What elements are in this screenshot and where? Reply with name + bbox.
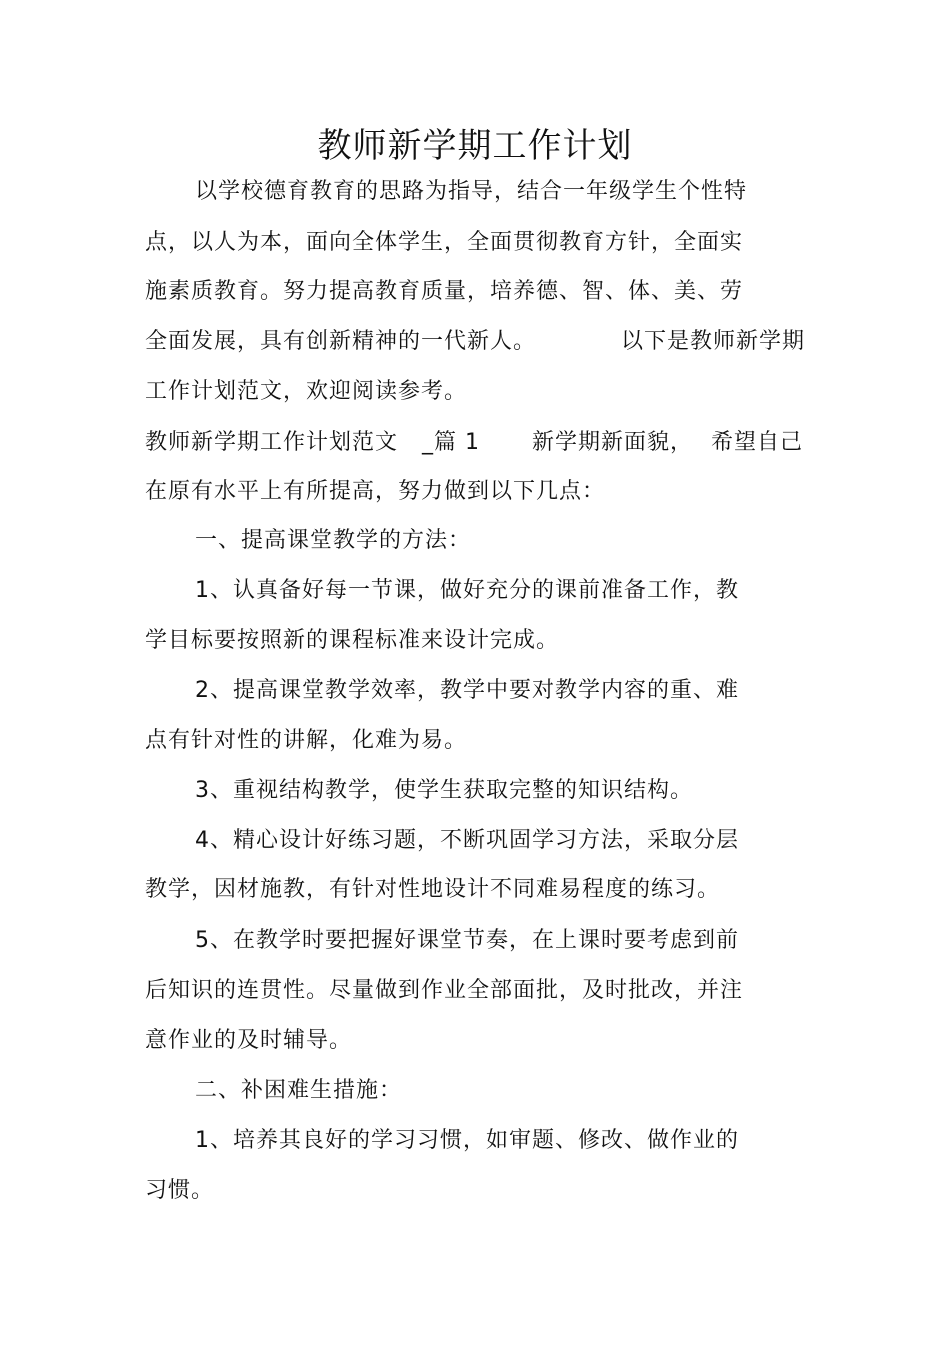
document-title: 教师新学期工作计划 [317,126,633,166]
section-heading: 二、补困难生措施： [195,1078,403,1103]
paragraph-line: 习惯。 [145,1178,215,1203]
paragraph-line: 工作计划范文，欢迎阅读参考。 [145,379,468,404]
paragraph-line: 后知识的连贯性。尽量做到作业全部面批，及时批改，并注 [145,978,744,1003]
paragraph-segment: 教师新学期工作计划范文 [145,430,399,455]
paragraph-segment: _篇 1 [422,430,481,455]
paragraph-line: 1、认真备好每一节课，做好充分的课前准备工作，教 [195,578,739,603]
paragraph-line: 学目标要按照新的课程标准来设计完成。 [145,628,560,653]
paragraph-line: 1、培养其良好的学习习惯，如审题、修改、做作业的 [195,1128,739,1153]
paragraph-line: 3、重视结构教学，使学生获取完整的知识结构。 [195,778,693,803]
paragraph-line [145,428,803,458]
paragraph-segment: 以下是教师新学期 [621,329,806,354]
paragraph-line: 2、提高课堂教学效率，教学中要对教学内容的重、难 [195,678,739,703]
paragraph-line: 5、在教学时要把握好课堂节奏，在上课时要考虑到前 [195,928,739,953]
paragraph-line: 点有针对性的讲解，化难为易。 [145,728,468,753]
paragraph-line: 教学，因材施教，有针对性地设计不同难易程度的练习。 [145,877,721,902]
paragraph-segment: 希望自己 [711,430,804,455]
paragraph-segment: 新学期新面貌， [532,430,694,455]
paragraph-line: 4、精心设计好练习题，不断巩固学习方法，采取分层 [195,828,739,853]
section-heading: 一、提高课堂教学的方法： [195,528,472,553]
paragraph-line: 点，以人为本，面向全体学生，全面贯彻教育方针，全面实 [145,230,744,255]
paragraph-line: 以学校德育教育的思路为指导，结合一年级学生个性特 [195,179,748,204]
paragraph-segment: 全面发展，具有创新精神的一代新人。 [145,329,537,354]
paragraph-line [145,327,805,357]
paragraph-line: 在原有水平上有所提高，努力做到以下几点： [145,479,606,504]
paragraph-line: 意作业的及时辅导。 [145,1028,353,1053]
paragraph-line: 施素质教育。努力提高教育质量，培养德、智、体、美、劳 [145,279,744,304]
